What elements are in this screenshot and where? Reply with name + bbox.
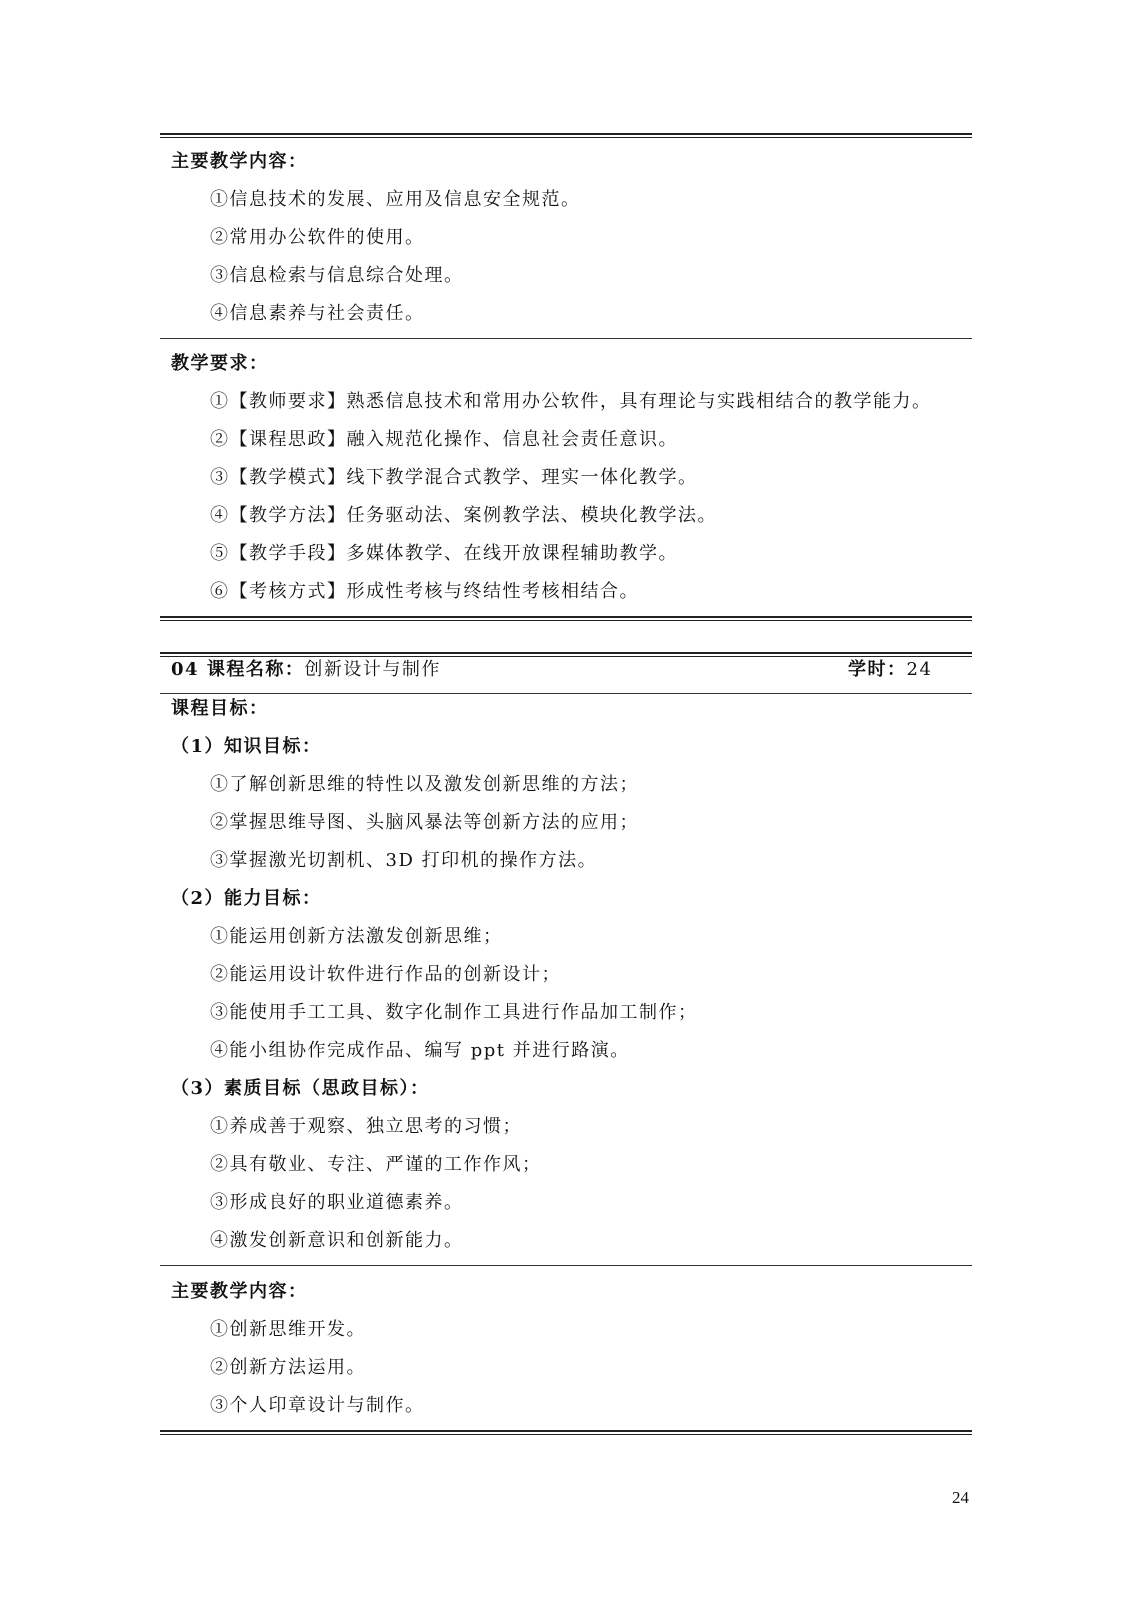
- course-name-label: 04 课程名称：: [171, 659, 305, 680]
- top-double-rule: [160, 133, 972, 138]
- course-hours: [848, 658, 932, 682]
- knowledge-goal-item: ②掌握思维导图、头脑风暴法等创新方法的应用；: [210, 812, 639, 833]
- content-item: ②常用办公软件的使用。: [210, 227, 425, 248]
- course-hours-value: 24: [906, 659, 933, 680]
- course-name: 创新设计与制作: [304, 659, 441, 680]
- content-item: ③信息检索与信息综合处理。: [210, 265, 464, 286]
- knowledge-goals-heading: （1）知识目标：: [171, 736, 322, 757]
- requirement-item: ③【教学模式】线下教学混合式教学、理实一体化教学。: [210, 467, 698, 488]
- course-top-double-rule: [160, 652, 972, 657]
- course-hours-label: 学时：: [848, 659, 907, 680]
- requirement-item: ⑤【教学手段】多媒体教学、在线开放课程辅助教学。: [210, 543, 678, 564]
- page-number: 24: [952, 1488, 969, 1507]
- quality-goal-item: ①养成善于观察、独立思考的习惯；: [210, 1116, 522, 1137]
- requirement-item: ④【教学方法】任务驱动法、案例教学法、模块化教学法。: [210, 505, 717, 526]
- quality-goal-item: ④激发创新意识和创新能力。: [210, 1230, 464, 1251]
- requirement-item: ②【课程思政】融入规范化操作、信息社会责任意识。: [210, 429, 678, 450]
- requirements-heading: 教学要求：: [171, 353, 269, 374]
- quality-goals-heading: （3）素质目标（思政目标）：: [171, 1078, 430, 1099]
- section-divider: [160, 1265, 972, 1266]
- course-content-item: ③个人印章设计与制作。: [210, 1395, 425, 1416]
- ability-goals-heading: （2）能力目标：: [171, 888, 322, 909]
- ability-goal-item: ①能运用创新方法激发创新思维；: [210, 926, 503, 947]
- quality-goal-item: ③形成良好的职业道德素养。: [210, 1192, 464, 1213]
- course-title-row: [171, 658, 441, 682]
- content-item: ④信息素养与社会责任。: [210, 303, 425, 324]
- bottom-double-rule: [160, 1430, 972, 1435]
- course-content-heading: 主要教学内容：: [171, 1281, 308, 1302]
- content-heading: 主要教学内容：: [171, 151, 308, 172]
- requirement-item: ⑥【考核方式】形成性考核与终结性考核相结合。: [210, 581, 639, 602]
- knowledge-goal-item: ③掌握激光切割机、3D 打印机的操作方法。: [210, 850, 598, 871]
- ability-goal-item: ②能运用设计软件进行作品的创新设计；: [210, 964, 561, 985]
- course-content-item: ②创新方法运用。: [210, 1357, 366, 1378]
- knowledge-goal-item: ①了解创新思维的特性以及激发创新思维的方法；: [210, 774, 639, 795]
- course-content-item: ①创新思维开发。: [210, 1319, 366, 1340]
- course-header-divider: [160, 693, 972, 694]
- section-end-double-rule: [160, 616, 972, 621]
- quality-goal-item: ②具有敬业、专注、严谨的工作作风；: [210, 1154, 542, 1175]
- ability-goal-item: ④能小组协作完成作品、编写 ppt 并进行路演。: [210, 1040, 630, 1061]
- content-item: ①信息技术的发展、应用及信息安全规范。: [210, 189, 581, 210]
- course-goals-heading: 课程目标：: [171, 698, 269, 719]
- requirement-item: ①【教师要求】熟悉信息技术和常用办公软件，具有理论与实践相结合的教学能力。: [210, 391, 932, 412]
- section-divider: [160, 338, 972, 339]
- ability-goal-item: ③能使用手工工具、数字化制作工具进行作品加工制作；: [210, 1002, 698, 1023]
